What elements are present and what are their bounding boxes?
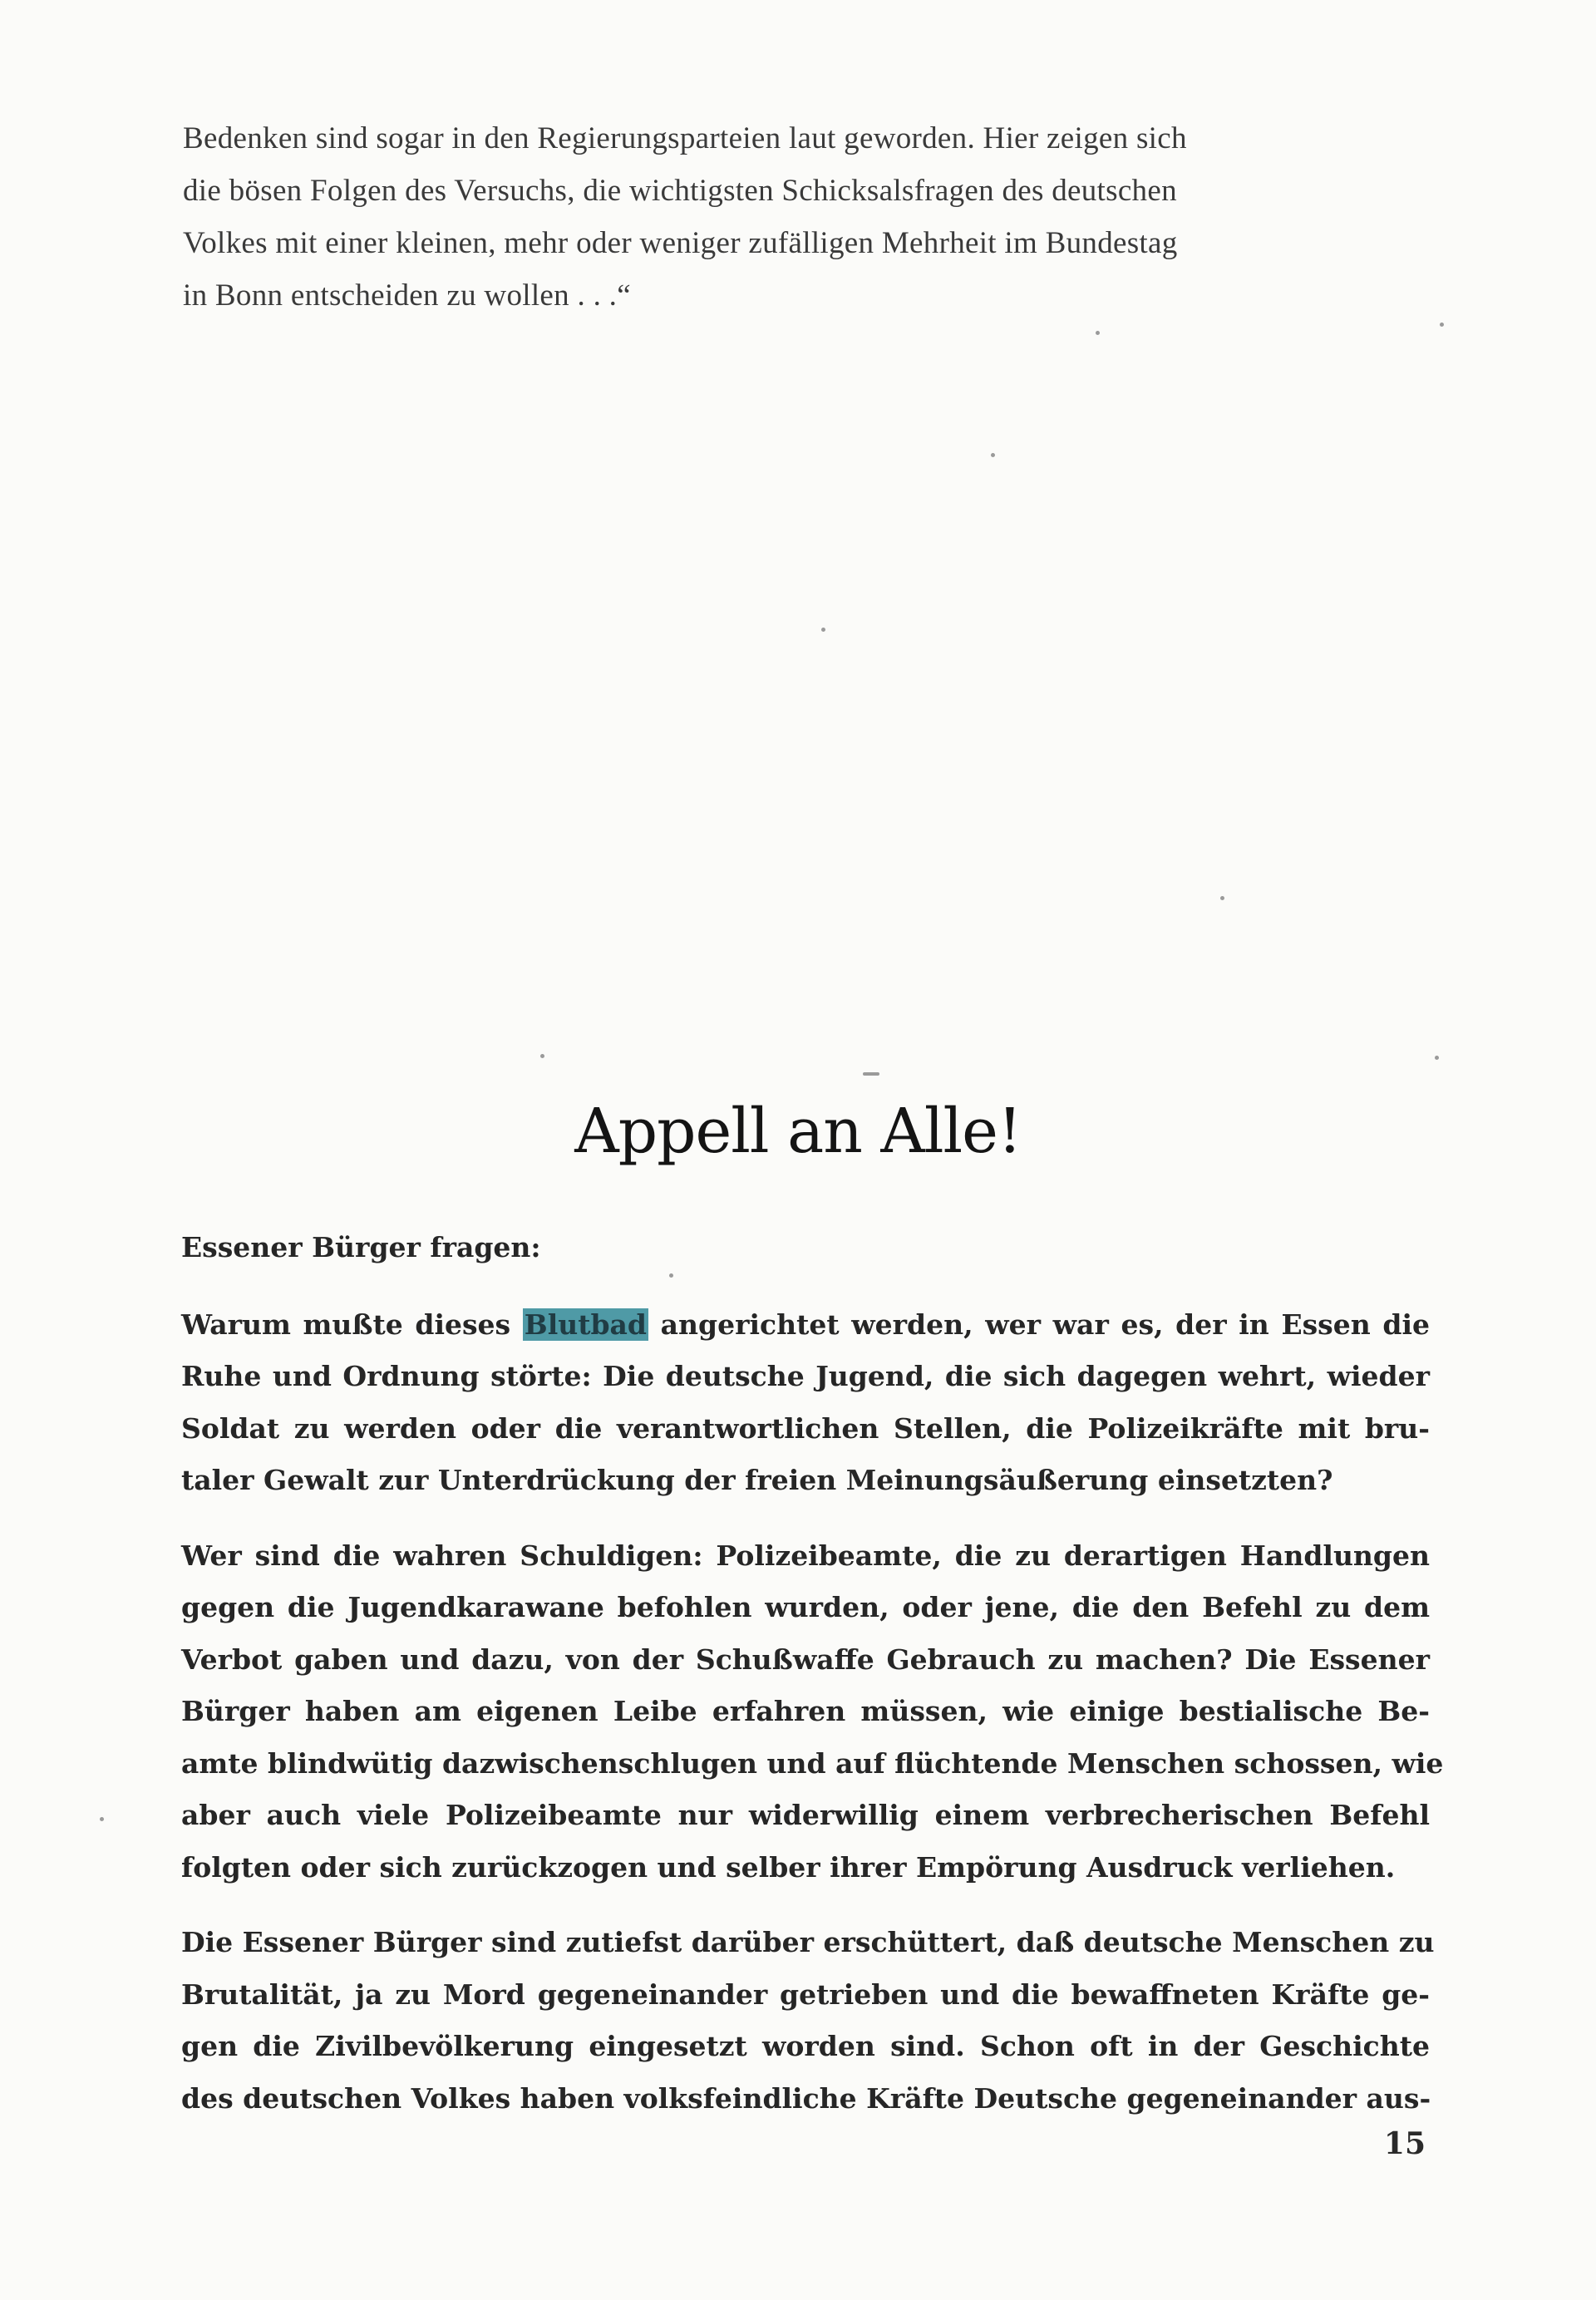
scan-speck: [669, 1273, 673, 1278]
text-line: in Bonn entscheiden zu wollen . . .“: [183, 278, 631, 313]
text-line: Soldat zu werden oder die verantwortlichen Stellen, die Polizeikräfte mit bru-: [181, 1411, 1430, 1445]
paragraph-2: [181, 1530, 1444, 1894]
section-heading: Appell an Alle!: [574, 1096, 1022, 1167]
text-line: Bedenken sind sogar in den Regierungsparteien laut geworden. Hier zeigen sich: [183, 121, 1187, 155]
paragraph-3: [181, 1917, 1435, 2125]
text-line: Volkes mit einer kleinen, mehr oder weniger zufälligen Mehrheit im Bundestag: [183, 226, 1178, 260]
intro-line: Essener Bürger fragen:: [181, 1231, 541, 1263]
scan-speck: [991, 453, 995, 457]
scan-speck: [1220, 896, 1224, 900]
highlighted-word: Blutbad: [524, 1308, 647, 1341]
text-line: folgten oder sich zurückzogen und selber ihrer Empörung Ausdruck verliehen.: [181, 1850, 1396, 1884]
scan-speck: [1440, 323, 1444, 327]
scan-speck: [863, 1072, 879, 1076]
text-line: Die Essener Bürger sind zutiefst darüber erschüttert, daß deutsche Menschen zu: [181, 1926, 1435, 1958]
text-segment: angerichtet werden, wer war es, der in Essen die: [660, 1308, 1430, 1341]
text-segment: Warum mußte dieses: [181, 1308, 511, 1341]
paragraph-1: [181, 1299, 1430, 1507]
text-line: des deutschen Volkes haben volksfeindliche Kräfte Deutsche gegeneinander aus-: [181, 2081, 1431, 2115]
text-line: Ruhe und Ordnung störte: Die deutsche Jugend, die sich dagegen wehrt, wieder: [181, 1360, 1430, 1392]
text-line: Bürger haben am eigenen Leibe erfahren müssen, wie einige bestialische Be-: [181, 1695, 1430, 1727]
scan-speck: [100, 1817, 104, 1821]
text-line: [181, 1299, 1430, 1352]
continued-quote-paragraph: [183, 112, 1430, 322]
text-line: amte blindwütig dazwischenschlugen und auf flüchtende Menschen schossen, wie: [181, 1746, 1444, 1780]
page-number: 15: [1383, 2126, 1426, 2161]
text-line: taler Gewalt zur Unterdrückung der freien Meinungsäußerung einsetzten?: [181, 1464, 1333, 1496]
text-line: die bösen Folgen des Versuchs, die wichtigsten Schicksalsfragen des deutschen: [183, 174, 1177, 208]
scan-speck: [1096, 331, 1100, 335]
text-line: Verbot gaben und dazu, von der Schußwaffe Gebrauch zu machen? Die Essener: [181, 1643, 1430, 1676]
appeal-body: [181, 1222, 1444, 2148]
text-line: gen die Zivilbevölkerung eingesetzt worden sind. Schon oft in der Geschichte: [181, 2030, 1430, 2062]
text-line: gegen die Jugendkarawane befohlen wurden, oder jene, die den Befehl zu dem: [181, 1591, 1430, 1623]
text-line: aber auch viele Polizeibeamte nur widerwillig einem verbrecherischen Befehl: [181, 1799, 1430, 1831]
scan-speck: [821, 628, 825, 632]
text-line: Wer sind die wahren Schuldigen: Polizeibeamte, die zu derartigen Handlungen: [181, 1539, 1430, 1572]
text-line: Brutalität, ja zu Mord gegeneinander getrieben und die bewaffneten Kräfte ge-: [181, 1977, 1430, 2011]
scan-speck: [540, 1054, 544, 1058]
scan-speck: [1435, 1056, 1439, 1060]
